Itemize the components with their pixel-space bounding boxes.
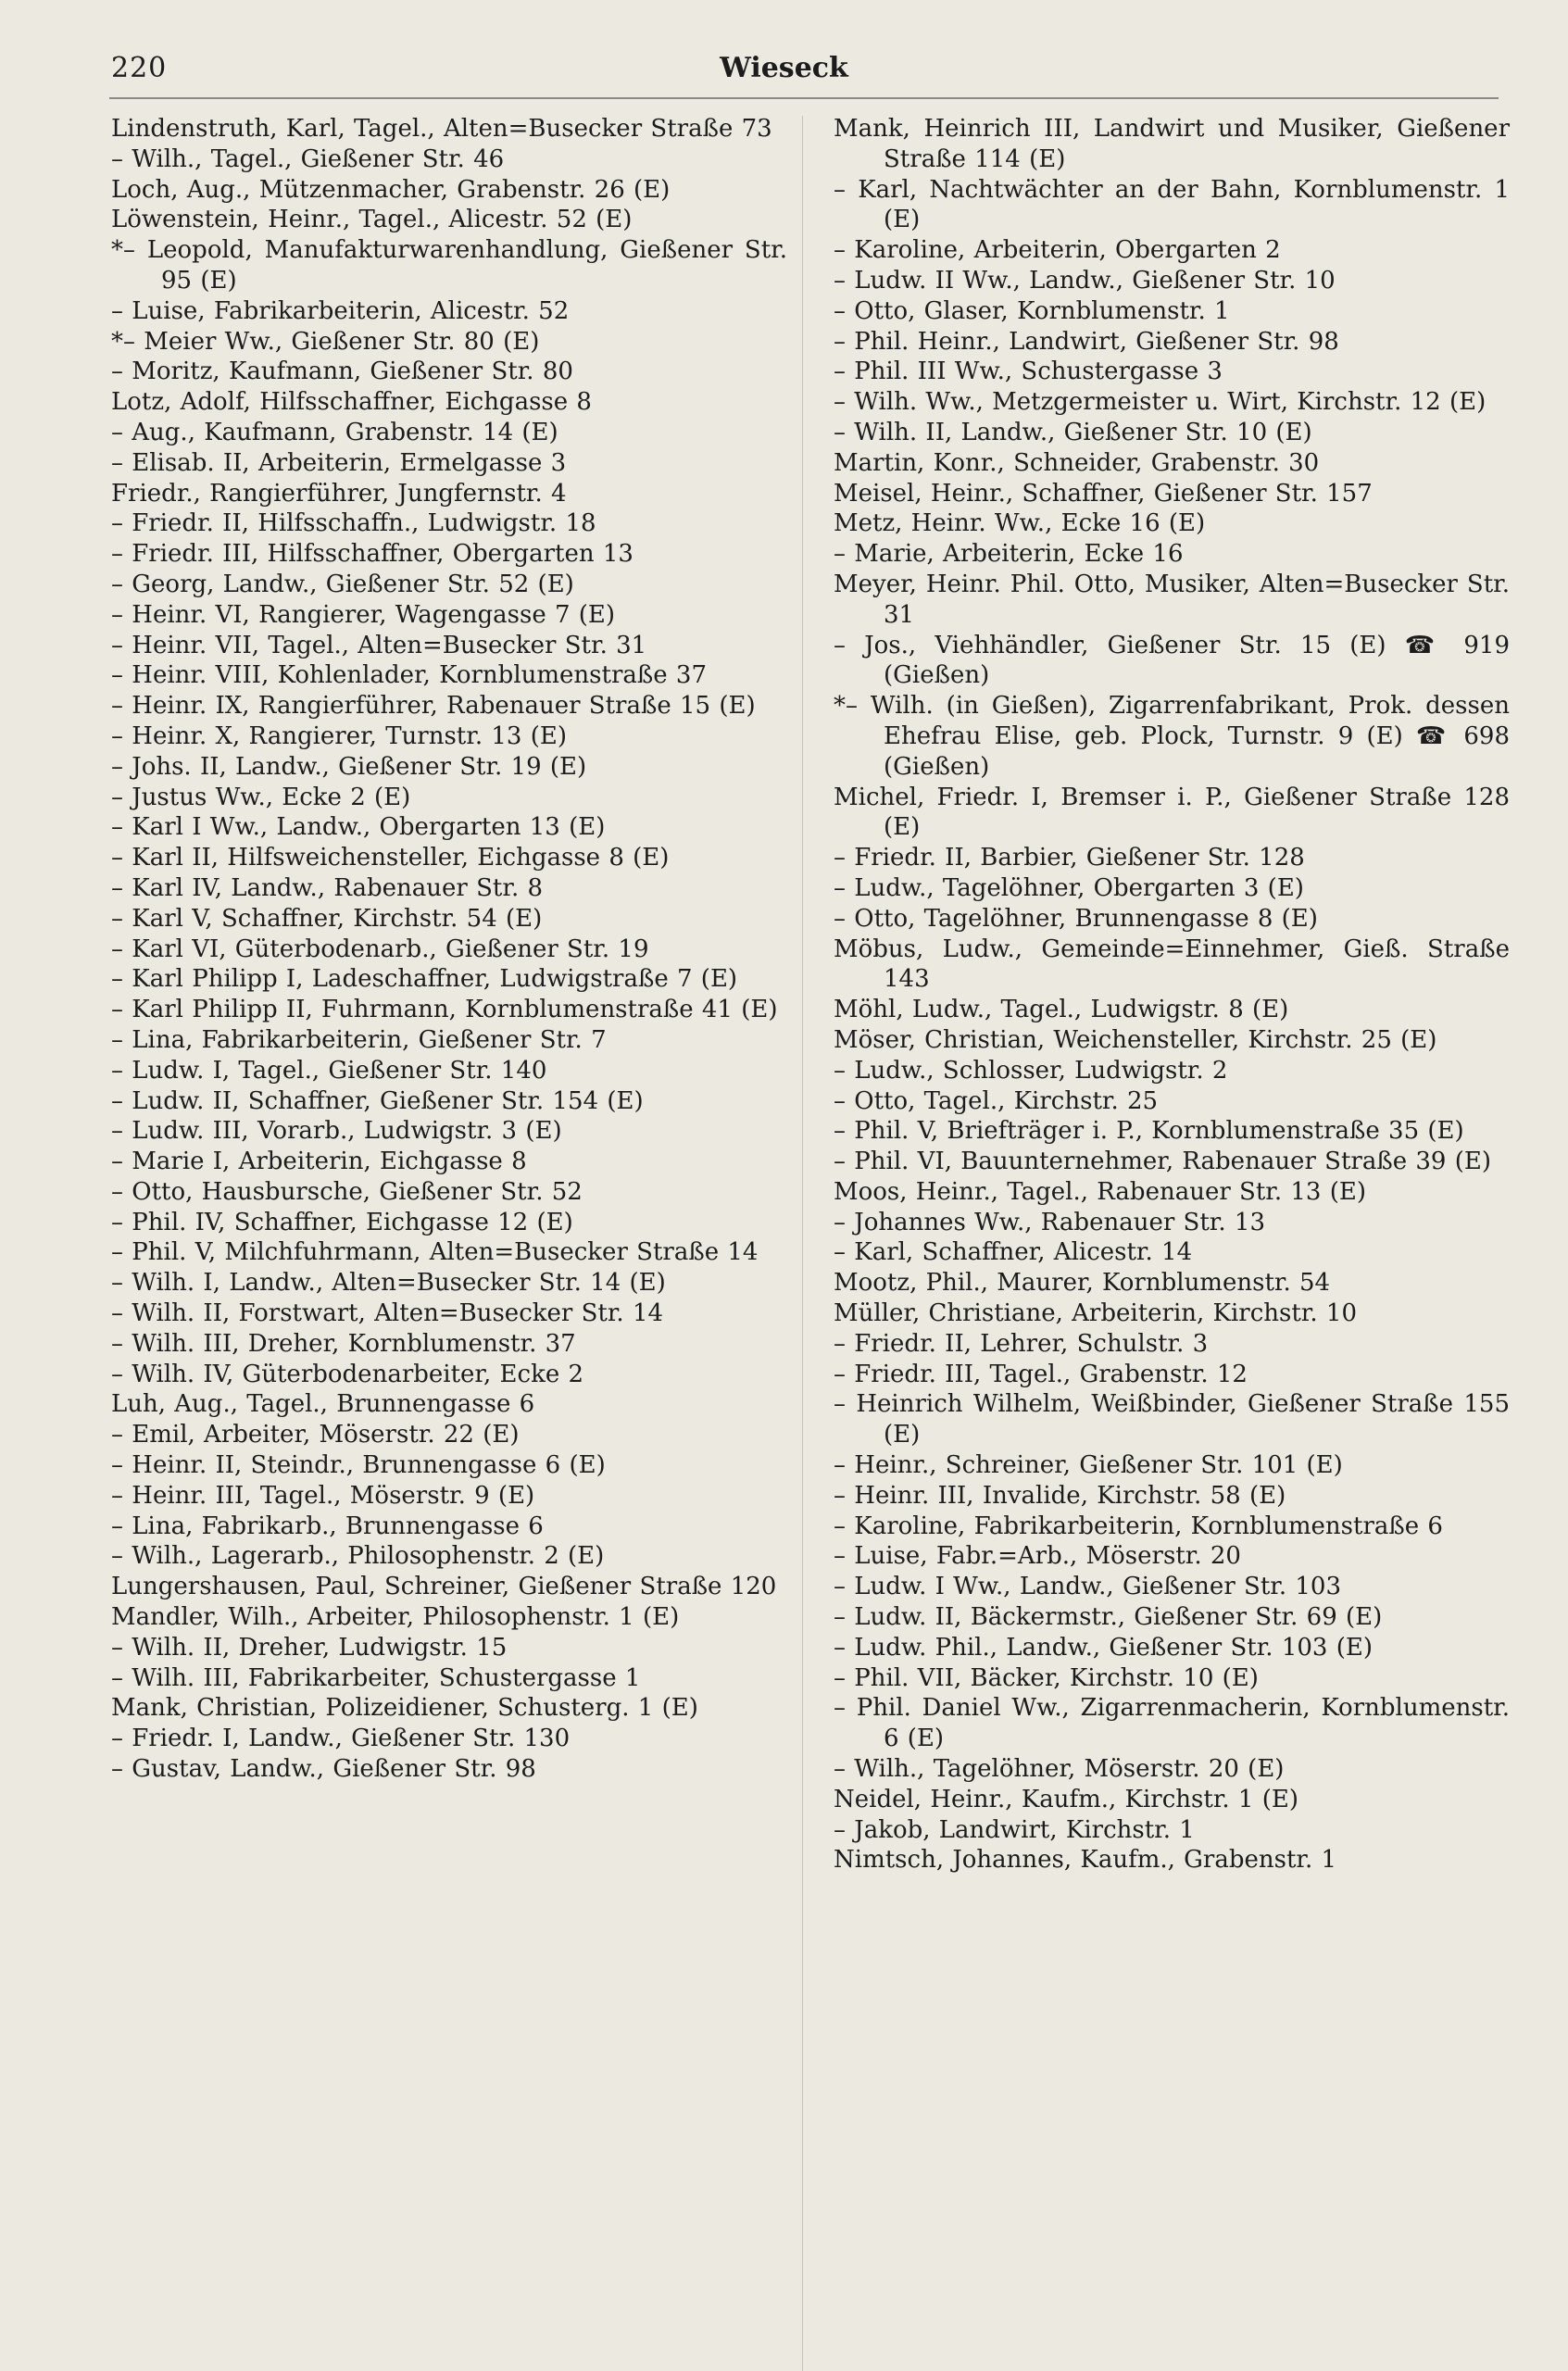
directory-entry: Mandler, Wilh., Arbeiter, Philosophenstr. 1 (E) [111,1603,680,1632]
directory-entry: – Johannes Ww., Rabenauer Str. 13 [834,1208,1265,1236]
directory-entry: – Otto, Hausbursche, Gießener Str. 52 [111,1177,583,1206]
directory-entry: – Heinr. VI, Rangierer, Wagengasse 7 (E) [111,600,616,629]
directory-entry: Neidel, Heinr., Kaufm., Kirchstr. 1 (E) [834,1785,1298,1813]
directory-entry: – Phil. III Ww., Schustergasse 3 [834,358,1223,386]
directory-entry: Meyer, Heinr. Phil. Otto, Musiker, Alten=Busecker Str. 31 [834,570,1510,629]
directory-entry: – Phil. Heinr., Landwirt, Gießener Str. 98 [834,327,1339,356]
directory-entry: – Heinr. IX, Rangierführer, Rabenauer Straße 15 (E) [111,692,756,721]
directory-entry: – Friedr. II, Hilfsschaffn., Ludwigstr. 18 [111,509,596,538]
directory-entry: – Wilh. II, Landw., Gießener Str. 10 (E) [834,418,1312,446]
directory-entry: – Gustav, Landw., Gießener Str. 98 [111,1755,536,1784]
directory-entry: – Wilh., Tagel., Gießener Str. 46 [111,144,505,173]
directory-entry: – Johs. II, Landw., Gießener Str. 19 (E) [111,752,587,781]
directory-entry: – Phil. Daniel Ww., Zigarrenmacherin, Kornblumenstr. 6 (E) [834,1694,1510,1753]
directory-entry: Martin, Konr., Schneider, Grabenstr. 30 [834,448,1320,477]
directory-entry: – Wilh. III, Dreher, Kornblumenstr. 37 [111,1329,576,1358]
directory-entry: – Emil, Arbeiter, Möserstr. 22 (E) [111,1421,520,1449]
directory-entry: – Ludw. II, Schaffner, Gießener Str. 154 (E) [111,1086,644,1115]
directory-entry: – Wilh. II, Forstwart, Alten=Busecker Str. 14 [111,1299,664,1328]
running-head: Wieseck [720,52,848,84]
right-column [834,114,1510,1875]
directory-entry: – Ludw., Tagelöhner, Obergarten 3 (E) [834,873,1304,902]
directory-entry: – Otto, Glaser, Kornblumenstr. 1 [834,296,1230,325]
directory-entry: – Ludw. III, Vorarb., Ludwigstr. 3 (E) [111,1117,562,1146]
directory-entry: – Wilh. IV, Güterbodenarbeiter, Ecke 2 [111,1360,584,1388]
directory-entry: – Marie I, Arbeiterin, Eichgasse 8 [111,1148,527,1176]
directory-entry: Loch, Aug., Mützenmacher, Grabenstr. 26 (E) [111,175,671,204]
directory-entry: – Luise, Fabrikarbeiterin, Alicestr. 52 [111,296,570,325]
directory-entry: Lotz, Adolf, Hilfsschaffner, Eichgasse 8 [111,388,592,417]
directory-entry: – Luise, Fabr.=Arb., Möserstr. 20 [834,1542,1241,1571]
directory-entry: Friedr., Rangierführer, Jungfernstr. 4 [111,479,567,508]
directory-entry: – Phil. V, Briefträger i. P., Kornblumenstraße 35 (E) [834,1117,1464,1146]
directory-entry: – Friedr. II, Lehrer, Schulstr. 3 [834,1329,1209,1358]
directory-entry: Löwenstein, Heinr., Tagel., Alicestr. 52 (E) [111,206,633,234]
directory-entry: – Lina, Fabrikarbeiterin, Gießener Str. 7 [111,1025,607,1054]
header-rule [109,97,1499,99]
directory-entry: – Karl Philipp II, Fuhrmann, Kornblumenstraße 41 (E) [111,996,778,1024]
directory-entry: Mootz, Phil., Maurer, Kornblumenstr. 54 [834,1269,1331,1298]
column-divider [802,116,803,2371]
directory-entry: Mank, Heinrich III, Landwirt und Musiker, Gießener Straße 114 (E) [834,115,1510,173]
directory-entry: – Karl IV, Landw., Rabenauer Str. 8 [111,873,544,902]
directory-entry: – Heinr. VIII, Kohlenlader, Kornblumenstraße 37 [111,661,707,690]
directory-entry: Möser, Christian, Weichensteller, Kirchstr. 25 (E) [834,1025,1437,1054]
directory-entry: – Elisab. II, Arbeiterin, Ermelgasse 3 [111,448,567,477]
left-column [111,114,787,1785]
directory-entry: – Wilh. III, Fabrikarbeiter, Schustergasse 1 [111,1663,641,1692]
directory-entry: – Friedr. I, Landw., Gießener Str. 130 [111,1725,571,1753]
directory-entry: – Wilh. II, Dreher, Ludwigstr. 15 [111,1633,508,1662]
directory-entry: – Georg, Landw., Gießener Str. 52 (E) [111,570,574,598]
directory-entry: – Justus Ww., Ecke 2 (E) [111,783,411,811]
directory-entry: – Wilh., Tagelöhner, Möserstr. 20 (E) [834,1755,1285,1784]
directory-entry: – Karl Philipp I, Ladeschaffner, Ludwigstraße 7 (E) [111,965,738,994]
directory-entry: – Karl I Ww., Landw., Obergarten 13 (E) [111,813,606,842]
directory-entry: – Phil. VI, Bauunternehmer, Rabenauer Straße 39 (E) [834,1148,1491,1176]
directory-entry: Luh, Aug., Tagel., Brunnengasse 6 [111,1390,535,1419]
directory-entry: – Ludw. I, Tagel., Gießener Str. 140 [111,1056,547,1085]
directory-entry: – Karoline, Fabrikarbeiterin, Kornblumenstraße 6 [834,1512,1443,1540]
directory-entry: – Wilh. I, Landw., Alten=Busecker Str. 14 (E) [111,1269,666,1298]
directory-entry: – Ludw., Schlosser, Ludwigstr. 2 [834,1056,1228,1085]
directory-entry: – Ludw. II Ww., Landw., Gießener Str. 10 [834,266,1336,295]
directory-entry: – Otto, Tagelöhner, Brunnengasse 8 (E) [834,904,1318,933]
directory-entry: – Moritz, Kaufmann, Gießener Str. 80 [111,358,573,386]
directory-entry: – Heinr. III, Invalide, Kirchstr. 58 (E) [834,1481,1286,1510]
directory-entry: – Marie, Arbeiterin, Ecke 16 [834,540,1184,569]
directory-entry: – Karl, Schaffner, Alicestr. 14 [834,1238,1193,1267]
directory-entry: – Friedr. III, Tagel., Grabenstr. 12 [834,1360,1248,1388]
directory-entry: – Lina, Fabrikarb., Brunnengasse 6 [111,1512,544,1540]
directory-entry: – Phil. V, Milchfuhrmann, Alten=Busecker Straße 14 [111,1238,759,1267]
directory-entry: Moos, Heinr., Tagel., Rabenauer Str. 13 (E) [834,1177,1367,1206]
directory-entry: – Karl V, Schaffner, Kirchstr. 54 (E) [111,904,543,933]
directory-entry: – Karl, Nachtwächter an der Bahn, Kornblumenstr. 1 (E) [834,175,1510,234]
directory-entry: – Heinr. X, Rangierer, Turnstr. 13 (E) [111,721,567,750]
directory-entry: – Jos., Viehhändler, Gießener Str. 15 (E) ☎ 919 (Gießen) [834,631,1510,690]
directory-entry: – Karl VI, Güterbodenarb., Gießener Str. 19 [111,935,649,963]
directory-entry: – Heinr., Schreiner, Gießener Str. 101 (E) [834,1451,1343,1480]
directory-entry: – Heinr. II, Steindr., Brunnengasse 6 (E) [111,1451,606,1480]
directory-entry: – Heinr. III, Tagel., Möserstr. 9 (E) [111,1481,535,1510]
directory-entry: – Ludw. Phil., Landw., Gießener Str. 103 (E) [834,1633,1373,1662]
directory-entry: Nimtsch, Johannes, Kaufm., Grabenstr. 1 [834,1846,1337,1875]
directory-entry: Meisel, Heinr., Schaffner, Gießener Str. 157 [834,479,1373,508]
directory-entry: Mank, Christian, Polizeidiener, Schusterg. 1 (E) [111,1694,698,1723]
directory-entry: Metz, Heinr. Ww., Ecke 16 (E) [834,509,1206,538]
page-number: 220 [111,52,168,84]
directory-entry: – Aug., Kaufmann, Grabenstr. 14 (E) [111,418,558,446]
directory-entry: *– Leopold, Manufakturwarenhandlung, Gießener Str. 95 (E) [111,236,787,295]
directory-entry: Möhl, Ludw., Tagel., Ludwigstr. 8 (E) [834,996,1289,1024]
directory-entry: Michel, Friedr. I, Bremser i. P., Gießener Straße 128 (E) [834,783,1510,842]
directory-entry: – Wilh., Lagerarb., Philosophenstr. 2 (E) [111,1542,605,1571]
directory-entry: – Heinrich Wilhelm, Weißbinder, Gießener Straße 155 (E) [834,1390,1510,1449]
directory-entry: – Heinr. VII, Tagel., Alten=Busecker Str. 31 [111,631,647,659]
directory-entry: Möbus, Ludw., Gemeinde=Einnehmer, Gieß. Straße 143 [834,935,1510,994]
directory-entry: – Phil. VII, Bäcker, Kirchstr. 10 (E) [834,1663,1259,1692]
directory-entry: – Ludw. II, Bäckermstr., Gießener Str. 69 (E) [834,1603,1383,1632]
directory-entry: *– Wilh. (in Gießen), Zigarrenfabrikant, Prok. dessen Ehefrau Elise, geb. Plock, Turnstr. 9 (E) ☎ 698 (Gießen) [834,692,1510,781]
directory-entry: – Karl II, Hilfsweichensteller, Eichgasse 8 (E) [111,844,670,872]
directory-entry: Müller, Christiane, Arbeiterin, Kirchstr. 10 [834,1299,1357,1328]
directory-entry: Lungershausen, Paul, Schreiner, Gießener Straße 120 [111,1573,777,1601]
directory-entry: – Ludw. I Ww., Landw., Gießener Str. 103 [834,1573,1341,1601]
directory-entry: – Phil. IV, Schaffner, Eichgasse 12 (E) [111,1208,573,1236]
directory-entry: – Friedr. II, Barbier, Gießener Str. 128 [834,844,1305,872]
directory-entry: – Wilh. Ww., Metzgermeister u. Wirt, Kirchstr. 12 (E) [834,388,1486,417]
directory-entry: – Friedr. III, Hilfsschaffner, Obergarten 13 [111,540,633,569]
directory-entry: – Karoline, Arbeiterin, Obergarten 2 [834,236,1281,265]
directory-entry: – Jakob, Landwirt, Kirchstr. 1 [834,1815,1195,1844]
directory-entry: Lindenstruth, Karl, Tagel., Alten=Busecker Straße 73 [111,115,772,143]
directory-entry: *– Meier Ww., Gießener Str. 80 (E) [111,327,540,356]
directory-entry: – Otto, Tagel., Kirchstr. 25 [834,1086,1159,1115]
